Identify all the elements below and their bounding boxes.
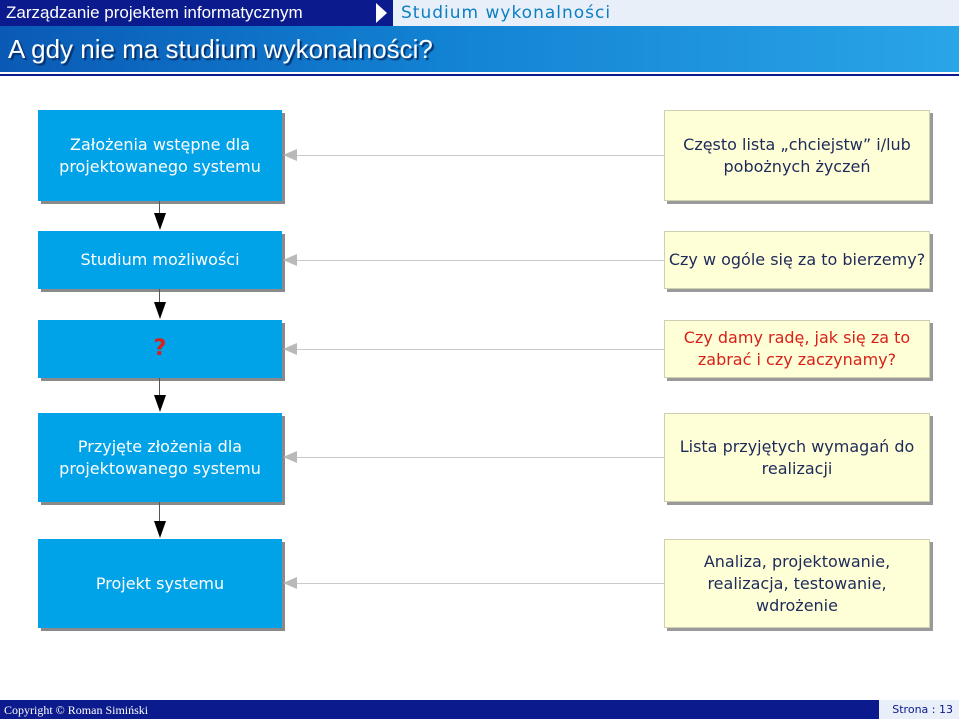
- section-title-bar: [393, 0, 959, 26]
- box-accepted-assumptions-label: Przyjęte złożenia dla projektowanego systemu: [59, 436, 261, 478]
- box-initial-assumptions-label: Założenia wstępne dla projektowanego systemu: [59, 134, 261, 176]
- connector-5: [296, 583, 664, 584]
- flow-line-2: [159, 289, 160, 303]
- box-missing-step-label: ?: [153, 336, 167, 361]
- down-arrow-icon: [154, 213, 166, 230]
- copyright-text: Copyright © Roman Simiński: [4, 703, 149, 717]
- section-title: Studium wykonalności: [401, 3, 612, 23]
- page-indicator: [879, 700, 959, 719]
- box-accepted-assumptions: [38, 413, 282, 502]
- page-number: 13: [939, 703, 953, 716]
- flow-line-4: [159, 502, 160, 522]
- left-arrow-icon: [283, 343, 297, 355]
- slide-title: A gdy nie ma studium wykonalności?: [8, 34, 433, 64]
- note-take-on: [664, 231, 930, 289]
- down-arrow-icon: [154, 521, 166, 538]
- box-missing-step: [38, 320, 282, 378]
- connector-3: [296, 349, 664, 350]
- note-can-we-manage: [664, 320, 930, 378]
- note-take-on-text: Czy w ogóle się za to bierzemy?: [668, 250, 926, 269]
- box-initial-assumptions: [38, 110, 282, 201]
- box-feasibility-options-label: Studium możliwości: [80, 250, 240, 269]
- note-wishlist: [664, 110, 930, 201]
- note-project-phases: [664, 539, 930, 628]
- left-arrow-icon: [283, 254, 297, 266]
- connector-1: [296, 155, 664, 156]
- down-arrow-icon: [154, 302, 166, 319]
- box-system-design: [38, 539, 282, 628]
- note-requirements-list-text: Lista przyjętych wymagań do realizacji: [679, 436, 915, 478]
- left-arrow-icon: [283, 577, 297, 589]
- connector-2: [296, 260, 664, 261]
- footer-bar: [0, 700, 959, 719]
- left-arrow-icon: [283, 149, 297, 161]
- note-can-we-manage-text: Czy damy radę, jak się za to zabrać i czy zaczynamy?: [683, 328, 911, 369]
- course-title: Zarządzanie projektem informatycznym: [6, 3, 303, 22]
- box-feasibility-options: [38, 231, 282, 289]
- box-system-design-label: Projekt systemu: [95, 573, 225, 593]
- chevron-right-icon: [376, 3, 387, 23]
- left-arrow-icon: [283, 451, 297, 463]
- note-requirements-list: [664, 413, 930, 502]
- note-wishlist-text: Często lista „chciejstw” i/lub pobożnych życzeń: [683, 134, 911, 176]
- slide-title-bar: [0, 26, 959, 72]
- page-number-text: [892, 702, 953, 718]
- down-arrow-icon: [154, 395, 166, 412]
- page-label: Strona :: [892, 703, 936, 716]
- title-underline: [0, 74, 959, 76]
- flow-line-3: [159, 378, 160, 396]
- connector-4: [296, 457, 664, 458]
- note-project-phases-text: Analiza, projektowanie, realizacja, testowanie, wdrożenie: [703, 551, 891, 615]
